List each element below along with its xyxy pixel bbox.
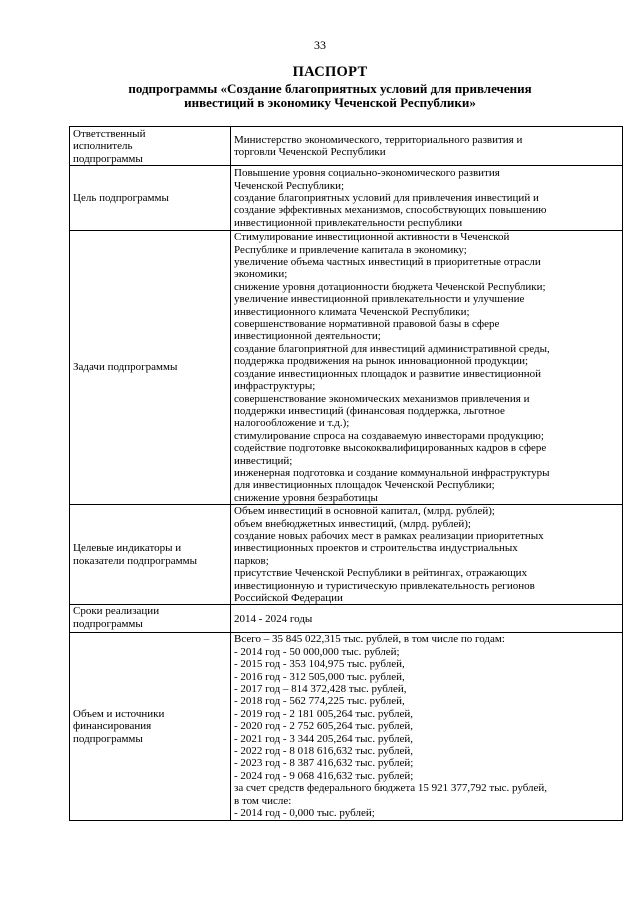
- value-tasks: Стимулирование инвестиционной активности в Чеченской Республике и привлечение капитала в экономику; увеличение объема частных инвестиций в приоритетные отрасли экономики; снижение уровня дотационности бюджета Чеченской Республики; увеличение инвестиционной привлекательности и улучшение инвестиционного климата Чеченской Республики; совершенствование нормативной правовой базы в сфере инвестиционной деятельности; создание благоприятной для инвестиций административной среды, поддержка продвижения на рынок инновационной продукции; создание инвестиционных площадок и развитие инвестиционной инфраструктуры; совершенствование экономических механизмов привлечения и поддержки инвестиций (финансовая поддержка, льготное налогообложение и т.д.); стимулирование спроса на создаваемую инвесторами продукцию; содействие подготовке высококвалифицированных кадров в сфере инвестиций; инженерная подготовка и создание коммунальной инфраструктуры для инвестиционных площадок Чеченской Республики; снижение уровня безработицы: [231, 231, 623, 505]
- passport-table: [69, 126, 623, 821]
- label-responsible-executor: Ответственный исполнитель подпрограммы: [70, 127, 231, 166]
- row-goal: [70, 166, 623, 231]
- page-title: ПАСПОРТ: [292, 64, 368, 80]
- page-number: 33: [314, 38, 326, 52]
- title-block: [60, 64, 600, 109]
- value-finance: Всего – 35 845 022,315 тыс. рублей, в том числе по годам: - 2014 год - 50 000,000 тыс. рублей; - 2015 год - 353 104,975 тыс. рублей, - 2016 год - 312 505,000 тыс. рублей, - 2017 год – 814 372,428 тыс. рублей, - 2018 год - 562 774,225 тыс. рублей, - 2019 год - 2 181 005,264 тыс. рублей, - 2020 год - 2 752 605,264 тыс. рублей, - 2021 год - 3 344 205,264 тыс. рублей, - 2022 год - 8 018 616,632 тыс. рублей, - 2023 год - 8 387 416,632 тыс. рублей; - 2024 год - 9 068 416,632 тыс. рублей; за счет средств федерального бюджета 15 921 377,792 тыс. рублей, в том числе: - 2014 год - 0,000 тыс. рублей;: [231, 633, 623, 820]
- label-goal: Цель подпрограммы: [70, 166, 231, 231]
- value-terms: 2014 - 2024 годы: [231, 605, 623, 633]
- value-indicators: Объем инвестиций в основной капитал, (млрд. рублей); объем внебюджетных инвестиций, (млрд. рублей); создание новых рабочих мест в рамках реализации приоритетных инвестиционных проектов и строительства индустриальных парков; присутствие Чеченской Республики в рейтингах, отражающих инвестиционную и туристическую привлекательность регионов Российской Федерации: [231, 505, 623, 605]
- row-terms: [70, 605, 623, 633]
- label-finance: Объем и источники финансирования подпрограммы: [70, 633, 231, 820]
- label-indicators: Целевые индикаторы и показатели подпрограммы: [70, 505, 231, 605]
- row-responsible-executor: [70, 127, 623, 166]
- label-tasks: Задачи подпрограммы: [70, 231, 231, 505]
- row-tasks: [70, 231, 623, 505]
- row-indicators: [70, 505, 623, 605]
- subtitle-line-1: подпрограммы «Создание благоприятных условий для привлечения: [128, 81, 532, 96]
- label-terms: Сроки реализации подпрограммы: [70, 605, 231, 633]
- value-goal: Повышение уровня социально-экономического развития Чеченской Республики; создание благоприятных условий для привлечения инвестиций и создание эффективных механизмов, способствующих повышению инвестиционной привлекательности республики: [231, 166, 623, 231]
- value-responsible-executor: Министерство экономического, территориального развития и торговли Чеченской Республики: [231, 127, 623, 166]
- subtitle-line-2: инвестиций в экономику Чеченской Республики»: [184, 95, 476, 110]
- row-finance: [70, 633, 623, 820]
